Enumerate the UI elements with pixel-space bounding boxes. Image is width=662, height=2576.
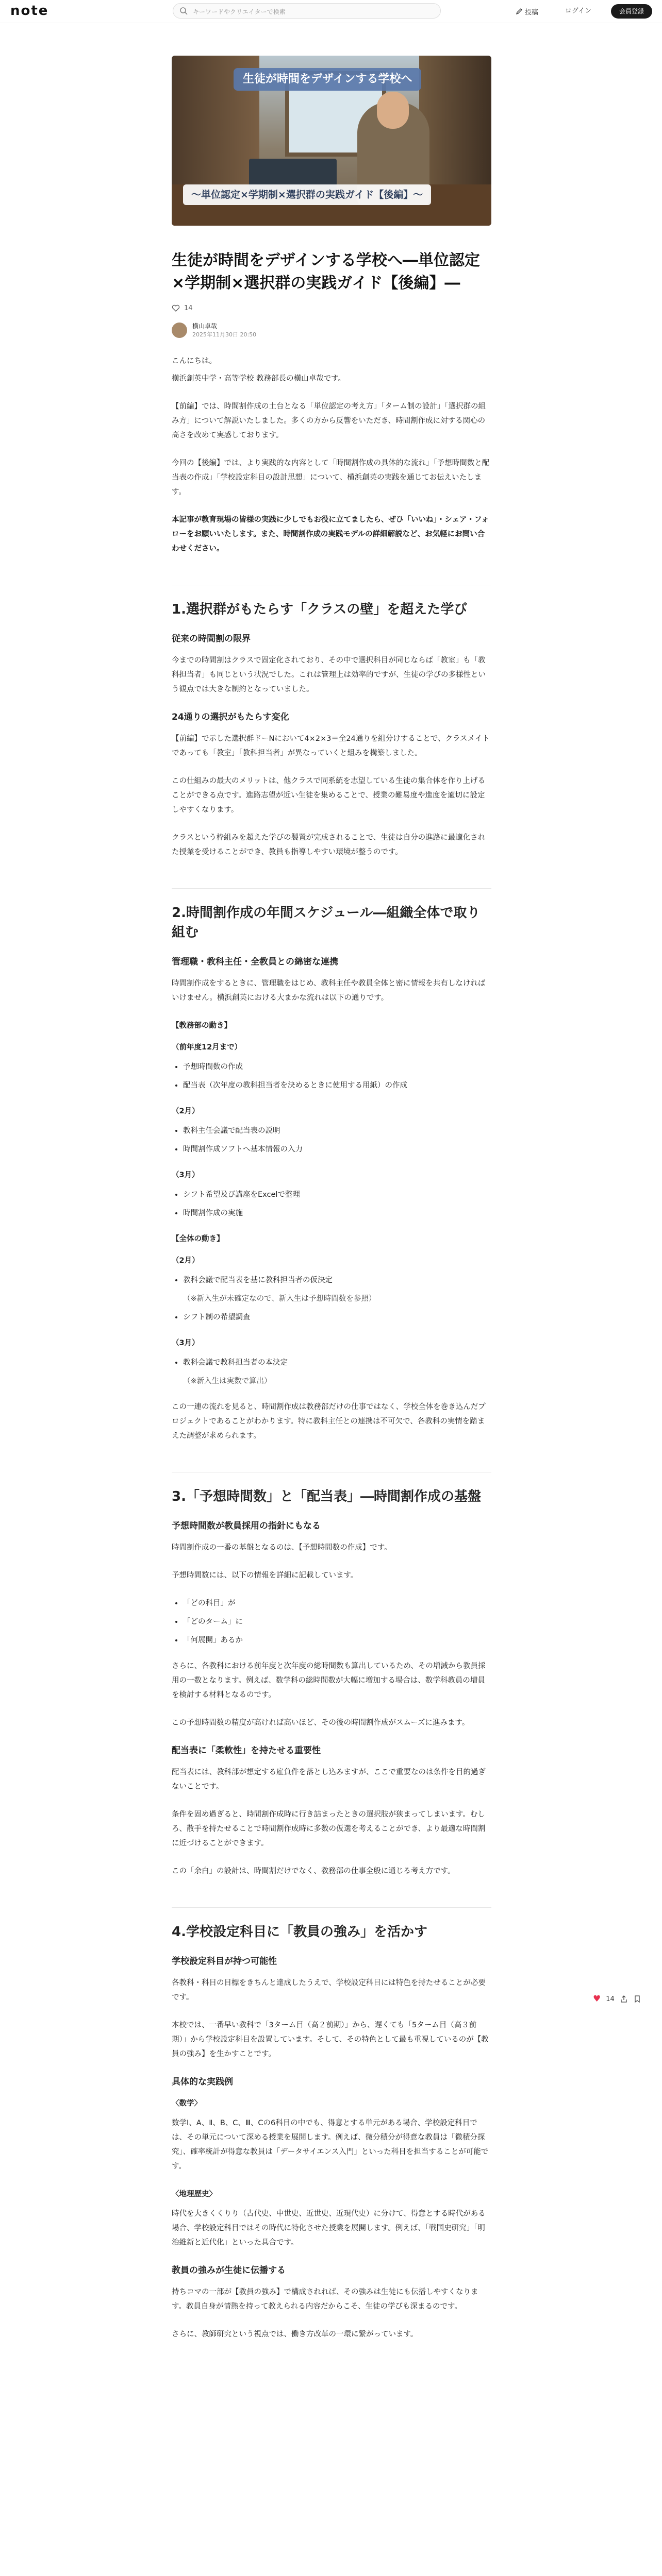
section-heading-3: 3.「予想時間数」と「配当表」―時間割作成の基盤 — [172, 1472, 491, 1506]
list — [172, 1060, 491, 1093]
note-logo[interactable]: note — [10, 3, 49, 19]
list-item: • 教科会議で教科担当者の本決定 — [183, 1355, 491, 1370]
paragraph: 条件を固め過ぎると、時間割作成時に行き詰まったときの選択肢が狭まってしまいます。むしろ、散手を持たせることで時間割作成時に多数の仮選を考えることができ、より最適な時間割に近づけることができます。 — [172, 1810, 486, 1848]
search-icon — [179, 7, 188, 15]
list — [172, 1188, 491, 1221]
paragraph: 数学Ⅰ、A、Ⅱ、B、C、Ⅲ、Cの6科目の中でも、得意とする単元がある場合、学校設定科目では、その単元について深める授業を展開します。例えば、微分積分が得意な教員は「微積分探究」、確率統計が得意な教員は「データサイエンス入門」といった科目を担当することが可能です。 — [172, 2119, 489, 2171]
article-title: 生徒が時間をデザインする学校へ―単位認定×学期制×選択群の実践ガイド【後編】― — [172, 251, 480, 292]
list-item-note: （※新入生が未確定なので、新入生は予想時間数を参照） — [183, 1295, 376, 1303]
month-label: （3月） — [172, 1171, 200, 1179]
list-item: • 「どのターム」に — [183, 1615, 491, 1629]
publish-date: 2025年11月30日 20:50 — [192, 331, 257, 338]
intro-paragraph: 【前編】では、時間割作成の土台となる「単位認定の考え方」「ターム制の設計」「選択群の組み方」について解説いたしました。多くの方から反響をいただき、時間割作成に対する関心の高さを改めて実感しております。 — [172, 402, 486, 439]
article-body — [172, 354, 491, 2342]
subheading: 教員の強みが生徒に伝播する — [172, 2265, 286, 2276]
search-input[interactable] — [173, 3, 441, 19]
list — [172, 1355, 491, 1388]
paragraph: 時間割作成をするときに、管理職をはじめ、教科主任や教員全体と密に情報を共有しなければいけません。横浜創英における大まかな流れは以下の通りです。 — [172, 979, 486, 1002]
list-item: • 教科主任会議で配当表の説明 — [183, 1124, 491, 1138]
paragraph: 本校では、一番早い教科で「3ターム目（高２前期）」から、遅くても「5ターム目（高３前期）」から学校設定科目を設置しています。そして、その特色として最も重視しているのが【教員の強み】を生かすことです。 — [172, 2021, 489, 2058]
author-name[interactable]: 横山卓哉 — [192, 323, 218, 330]
list-item: • シフト制の希望調査 — [183, 1310, 491, 1325]
heart-icon[interactable]: ♥ — [593, 1994, 601, 2004]
paragraph: この仕組みの最大のメリットは、他クラスで同系統を志望している生徒の集合体を作り上げることができる点です。進路志望が近い生徒を集めることで、授業の難易度や進度を適切に設定しやすくなります。 — [172, 777, 485, 814]
list-item: • 「何展開」あるか — [183, 1633, 491, 1648]
section-heading-1: 1.選択群がもたらす「クラスの壁」を超えた学び — [172, 585, 491, 619]
hero-caption-bottom: 〜単位認定×学期制×選択群の実践ガイド【後編】〜 — [183, 184, 431, 205]
paragraph: さらに、教師研究という視点では、働き方改革の一環に繋がっています。 — [172, 2330, 418, 2338]
example-label: 〈地理歴史〉 — [172, 2190, 217, 2198]
list — [172, 1273, 491, 1325]
paragraph: この「余白」の設計は、時間割だけでなく、教務部の仕事全般に通じる考え方です。 — [172, 1867, 455, 1875]
like-row — [172, 304, 491, 312]
intro-self: 横浜創英中学・高等学校 教務部長の横山卓哉です。 — [172, 375, 345, 383]
subheading: 管理職・教科主任・全教員との綿密な連携 — [172, 957, 338, 967]
floating-like-count: 14 — [606, 1995, 615, 2003]
bookmark-icon[interactable] — [633, 1995, 641, 2003]
month-label: （2月） — [172, 1257, 200, 1265]
month-label: （前年度12月まで） — [172, 1043, 242, 1052]
hero-person-head — [377, 92, 409, 129]
paragraph: 予想時間数には、以下の情報を詳細に記載しています。 — [172, 1571, 358, 1580]
list-item: • 配当表（次年度の教科担当者を決めるときに使用する用紙）の作成 — [183, 1078, 491, 1093]
paragraph: 【前編】で示した選択群ドーNにおいて4×2×3＝全24通りを組分けすることで、クラスメイトであっても「教室」「教科担当者」が異なっていくと組みを構築しました。 — [172, 735, 490, 757]
list-item: • 「どの科目」が — [183, 1596, 491, 1611]
pencil-icon — [516, 8, 523, 15]
author-block[interactable] — [172, 321, 491, 338]
hero-caption-top: 生徒が時間をデザインする学校へ — [234, 68, 421, 91]
list-item: • 時間割作成ソフトへ基本情報の入力 — [183, 1142, 491, 1157]
paragraph: この一連の流れを見ると、時間割作成は教務部だけの仕事ではなく、学校全体を巻き込んだプロジェクトであることがわかります。特に教科主任との連携は不可欠で、各教科の実情を踏まえた調整が求められます。 — [172, 1403, 486, 1440]
login-button[interactable]: ログイン — [565, 7, 592, 15]
subheading: 具体的な実践例 — [172, 2077, 233, 2087]
paragraph: 時間割作成の一番の基盤となるのは、【予想時間数の作成】です。 — [172, 1544, 392, 1552]
post-label: 投稿 — [525, 8, 539, 16]
list-item: • シフト希望及び講座をExcelで整理 — [183, 1188, 491, 1202]
like-count: 14 — [184, 304, 193, 312]
subheading: 従来の時間割の限界 — [172, 634, 251, 644]
intro-greeting: こんにちは。 — [172, 357, 217, 365]
heart-icon[interactable] — [172, 304, 180, 312]
post-button[interactable] — [516, 5, 538, 18]
article — [172, 56, 491, 2355]
signup-button[interactable]: 会員登録 — [611, 4, 652, 19]
paragraph: この予想時間数の精度が高ければ高いほど、その後の時間割作成がスムーズに進みます。 — [172, 1719, 470, 1727]
share-icon[interactable] — [620, 1995, 628, 2003]
paragraph: クラスという枠組みを超えた学びの製置が完成されることで、生徒は自分の進路に最適化された授業を受けることができ、教員も指導しやすい環境が整うのです。 — [172, 834, 486, 856]
floating-actions — [593, 1994, 641, 2004]
section-heading-4: 4.学校設定科目に「教員の強み」を活かす — [172, 1907, 491, 1942]
paragraph: 各教科・科目の目標をきちんと達成したうえで、学校設定科目には特色を持たせることが必要です。 — [172, 1979, 486, 2002]
subheading: 予想時間数が教員採用の指針にもなる — [172, 1521, 321, 1531]
intro-request: 本記事が教育現場の皆様の実践に少しでもお役に立てましたら、ぜひ「いいね」・シェア・フォローをお願いいたします。また、時間割作成の実践モデルの詳細解説など、お気軽にお問い合わせください。 — [172, 516, 489, 553]
paragraph: 配当表には、教科部が想定する雇負件を落とし込みますが、ここで重要なのは条件を目的過ぎないことです。 — [172, 1768, 486, 1791]
search-placeholder: キーワードやクリエイターで検索 — [193, 8, 286, 15]
paragraph: 今までの時間割はクラスで固定化されており、その中で選択科目が同じならば「教室」も「教科担当者」も同じという状況でした。これは管理上は効率的ですが、生徒の学びの多様性という観点では大きな制約となっていました。 — [172, 656, 486, 693]
intro-paragraph: 今回の【後編】では、より実践的な内容として「時間割作成の具体的な流れ」「予想時間数と配当表の作成」「学校設定科目の設計思想」について、横浜創英の実践を通じてお伝えいたします。 — [172, 459, 490, 496]
subheading: 24通りの選択がもたらす変化 — [172, 712, 289, 722]
list-item: • 時間割作成の実施 — [183, 1206, 491, 1221]
section-heading-2: 2.時間割作成の年間スケジュール―組織全体で取り組む — [172, 888, 491, 942]
group-label: 【全体の動き】 — [172, 1235, 224, 1243]
paragraph: さらに、各教科における前年度と次年度の総時間数も算出しているため、その増減から教員採用の一数となります。例えば、数学科の総時間数が大幅に増加する場合は、数学科教員の増員を検討する材料となるのです。 — [172, 1662, 486, 1699]
example-label: 〈数学〉 — [172, 2099, 202, 2108]
list-item-note: （※新入生は実数で算出） — [183, 1377, 272, 1385]
list — [172, 1124, 491, 1157]
subheading: 配当表に「柔軟性」を持たせる重要性 — [172, 1745, 321, 1756]
subheading: 学校設定科目が持つ可能性 — [172, 1956, 277, 1967]
hero-image — [172, 56, 491, 226]
paragraph: 時代を大きくくりり（古代史、中世史、近世史、近現代史）に分けて、得意とする時代がある場合、学校設定科目ではその時代に特化させた授業を展開します。例えば、「戦国史研究」「明治維新と近代化」といった具合です。 — [172, 2210, 486, 2247]
list — [172, 1596, 491, 1648]
month-label: （3月） — [172, 1339, 200, 1347]
month-label: （2月） — [172, 1107, 200, 1115]
avatar[interactable] — [172, 323, 187, 338]
group-label: 【教務部の動き】 — [172, 1022, 231, 1030]
list-item: • 教科会議で配当表を基に教科担当者の仮決定 — [183, 1273, 491, 1287]
top-navigation-bar — [0, 0, 662, 23]
list-item: • 予想時間数の作成 — [183, 1060, 491, 1074]
paragraph: 持ちコマの一部が【教員の強み】で構成されれば、その強みは生徒にも伝播しやすくなります。教員自身が情熱を持って教えられる内容だからこそ、生徒の学びも深まるのです。 — [172, 2288, 478, 2311]
